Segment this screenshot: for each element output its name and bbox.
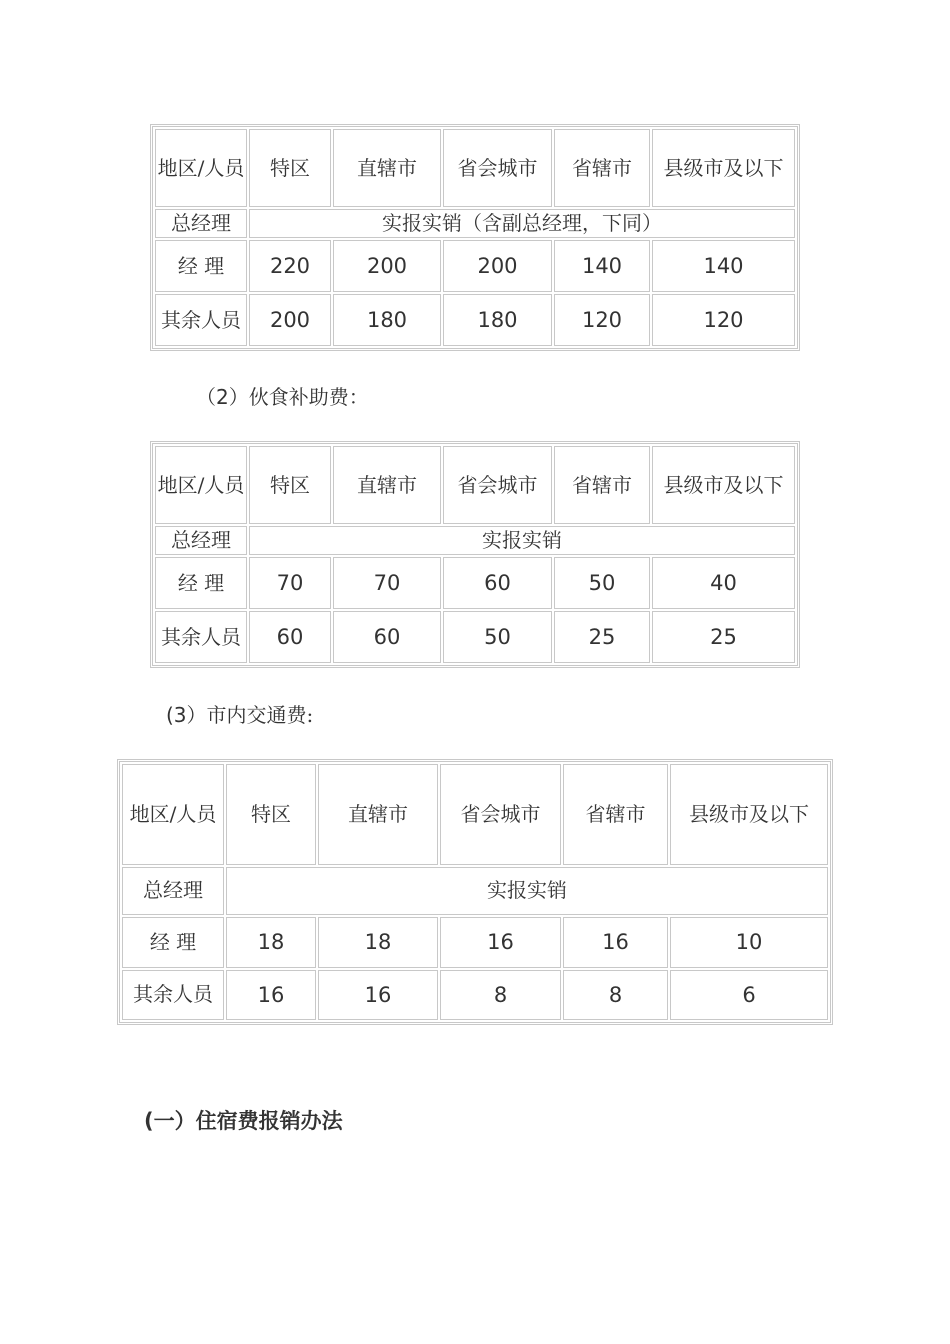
header-prefecture-city: 省辖市 — [554, 446, 650, 524]
row-label-others: 其余人员 — [155, 294, 247, 346]
table-cell: 25 — [652, 611, 795, 663]
gm-note: 实报实销（含副总经理，下同） — [249, 209, 795, 238]
table-transport — [117, 759, 833, 1025]
row-label-gm: 总经理 — [155, 526, 247, 555]
table-row — [122, 867, 828, 915]
header-provincial-capital: 省会城市 — [443, 129, 552, 207]
row-label-others: 其余人员 — [155, 611, 247, 663]
header-prefecture-city: 省辖市 — [554, 129, 650, 207]
header-region-person: 地区/人员 — [122, 764, 224, 865]
table-cell: 16 — [440, 917, 561, 967]
caption-meal-allowance — [196, 381, 369, 410]
table-cell: 40 — [652, 557, 795, 609]
table-cell: 120 — [554, 294, 650, 346]
row-label-gm: 总经理 — [122, 867, 224, 915]
table-cell: 50 — [554, 557, 650, 609]
table-cell: 220 — [249, 240, 331, 292]
table-row — [155, 294, 795, 346]
table-cell: 60 — [443, 557, 552, 609]
table-cell: 120 — [652, 294, 795, 346]
gm-note: 实报实销 — [226, 867, 828, 915]
table-cell: 200 — [333, 240, 441, 292]
row-label-manager: 经 理 — [122, 917, 224, 967]
row-label-others: 其余人员 — [122, 970, 224, 1020]
row-label-manager: 经 理 — [155, 557, 247, 609]
table-cell: 140 — [554, 240, 650, 292]
table-header-row — [122, 764, 828, 865]
caption-number: (3） — [166, 703, 207, 727]
header-special-zone: 特区 — [249, 446, 331, 524]
table-lodging — [150, 124, 800, 351]
row-label-gm: 总经理 — [155, 209, 247, 238]
header-provincial-capital: 省会城市 — [443, 446, 552, 524]
section-heading-text: 住宿费报销办法 — [195, 1109, 343, 1133]
section-heading-number: (一） — [144, 1109, 196, 1133]
table-cell: 25 — [554, 611, 650, 663]
header-region-person: 地区/人员 — [155, 446, 247, 524]
table-cell: 6 — [670, 970, 828, 1020]
header-municipality: 直辖市 — [333, 446, 441, 524]
header-special-zone: 特区 — [249, 129, 331, 207]
table-cell: 18 — [318, 917, 438, 967]
caption-text: 市内交通费: — [206, 703, 314, 727]
table-meal — [150, 441, 800, 668]
table-cell: 50 — [443, 611, 552, 663]
header-county-city: 县级市及以下 — [670, 764, 828, 865]
header-region-person: 地区/人员 — [155, 129, 247, 207]
table-row — [155, 557, 795, 609]
table-cell: 70 — [333, 557, 441, 609]
table-cell: 8 — [563, 970, 668, 1020]
header-municipality: 直辖市 — [333, 129, 441, 207]
table-header-row — [155, 446, 795, 524]
section-heading — [144, 1105, 343, 1135]
table-row — [155, 526, 795, 555]
table-row — [122, 917, 828, 967]
header-prefecture-city: 省辖市 — [563, 764, 668, 865]
table-header-row — [155, 129, 795, 207]
table-cell: 8 — [440, 970, 561, 1020]
table-row — [155, 240, 795, 292]
gm-note: 实报实销 — [249, 526, 795, 555]
table-cell: 70 — [249, 557, 331, 609]
header-county-city: 县级市及以下 — [652, 446, 795, 524]
table-cell: 140 — [652, 240, 795, 292]
caption-local-transport — [166, 699, 313, 728]
table-cell: 180 — [333, 294, 441, 346]
table-cell: 180 — [443, 294, 552, 346]
table-row — [155, 611, 795, 663]
table-cell: 200 — [249, 294, 331, 346]
header-provincial-capital: 省会城市 — [440, 764, 561, 865]
table-cell: 16 — [226, 970, 316, 1020]
table-cell: 200 — [443, 240, 552, 292]
row-label-manager: 经 理 — [155, 240, 247, 292]
table-cell: 18 — [226, 917, 316, 967]
header-county-city: 县级市及以下 — [652, 129, 795, 207]
caption-text: 伙食补助费： — [248, 385, 369, 409]
table-cell: 60 — [249, 611, 331, 663]
caption-number: （2） — [196, 385, 249, 409]
table-row — [122, 970, 828, 1020]
table-cell: 10 — [670, 917, 828, 967]
table-cell: 60 — [333, 611, 441, 663]
header-municipality: 直辖市 — [318, 764, 438, 865]
header-special-zone: 特区 — [226, 764, 316, 865]
table-row — [155, 209, 795, 238]
table-cell: 16 — [563, 917, 668, 967]
table-cell: 16 — [318, 970, 438, 1020]
